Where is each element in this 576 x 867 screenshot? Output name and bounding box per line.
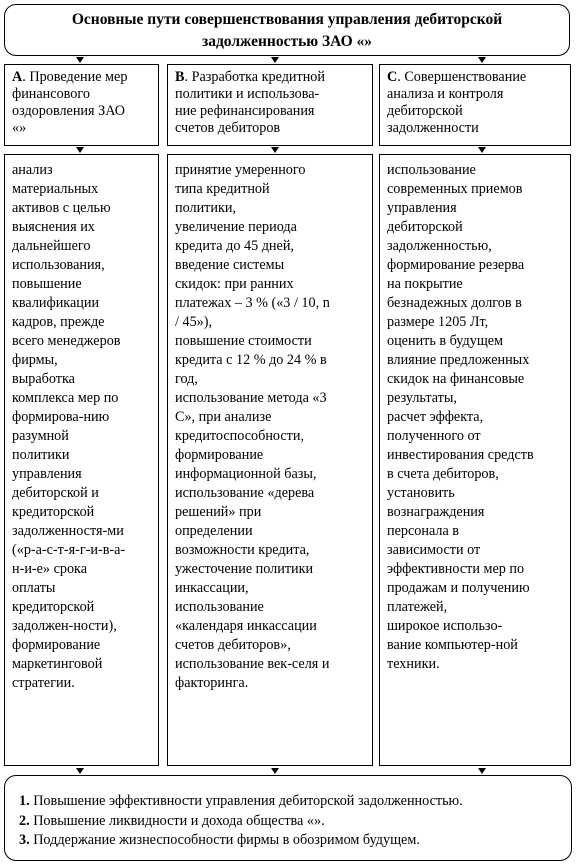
column-c-body-line: инвестирования средств [387,447,534,463]
column-a-heading-line-1: . Проведение мер [22,69,128,85]
column-c-body-line: на покрытие [387,276,463,292]
column-a-body-line: анализ [12,162,53,178]
column-a-body-line: управления [12,466,82,482]
column-a-body-line: повышение [12,276,82,292]
column-a-body-line: дебиторской и [12,485,99,501]
column-b-body-line: использование век-селя и [175,656,330,672]
arrow-a-heading-to-body [76,147,84,153]
arrow-title-to-a [76,57,84,63]
column-c-heading [379,64,571,146]
column-c-body-line: широкое использо- [387,618,503,634]
column-b-body [167,154,373,766]
column-a-body-line: кредиторской [12,599,95,615]
column-c-body-line: результаты, [387,390,457,406]
column-c-body-line: вознаграждения [387,504,485,520]
column-c-body-line: зависимости от [387,542,481,558]
result-text: Повышение эффективности управления дебиторской задолженностью. [29,793,463,809]
column-c-letter: С [387,69,398,85]
column-b-body-line: факторинга. [175,675,249,691]
column-b-body-line: платежах – 3 % («3 / 10, n [175,295,330,311]
column-b-body-line: кредита до 45 дней, [175,238,294,254]
column-b-heading-line-2: политики и использова- [175,86,320,102]
column-b-heading [167,64,373,146]
column-a-body [4,154,159,766]
column-a-body-line: стратегии. [12,675,75,691]
result-item [19,792,563,812]
column-c-heading-line-2: анализа и контроля [387,86,504,102]
arrow-c-heading-to-body [478,147,486,153]
column-a-body-line: кредиторской [12,504,95,520]
column-b-body-line: использование «дерева [175,485,315,501]
column-b-body-line: использование метода «3 [175,390,327,406]
column-c-body-line: размере 1205 Лт, [387,314,489,330]
column-c-body-line: в счета дебиторов, [387,466,499,482]
column-b-body-line: принятие умеренного [175,162,306,178]
column-c-body-line: управления [387,200,457,216]
column-c-body-line: вание компьютер-ной [387,637,518,653]
column-a-body-line: н-и-е» срока [12,561,88,577]
column-b-body-line: определении [175,523,253,539]
arrow-c-body-to-results [478,768,486,774]
column-c-body-line: влияние предложенных [387,352,530,368]
column-c-body-line: персонала в [387,523,460,539]
column-c-body-line: техники. [387,656,440,672]
column-a-body-line: задолжен-ности), [12,618,117,634]
column-c-body-line: дебиторской [387,219,463,235]
arrow-title-to-c [478,57,486,63]
column-a-heading-line-3: оздоровления ЗАО [12,103,125,119]
column-a-body-line: формирова-нию [12,409,110,425]
column-a-body-line: кадров, прежде [12,314,105,330]
column-b-letter: В [175,69,185,85]
column-a-body-line: оплаты [12,580,56,596]
arrow-title-to-b [271,57,279,63]
column-b-body-line: кредитоспособности, [175,428,304,444]
arrow-b-body-to-results [271,768,279,774]
column-b-heading-line-4: счетов дебиторов [175,120,281,136]
column-a-body-line: задолженностя-ми [12,523,124,539]
column-b-body-line: кредита с 12 % до 24 % в [175,352,327,368]
column-b-body-line: скидок: при ранних [175,276,294,292]
result-text: Поддержание жизнеспособности фирмы в обозримом будущем. [29,832,420,848]
result-number: 3. [19,832,30,848]
column-a-body-line: формирование [12,637,101,653]
column-b-body-line: типа кредитной [175,181,270,197]
results-box [4,775,572,861]
arrow-b-heading-to-body [271,147,279,153]
column-c-body-line: полученного от [387,428,481,444]
column-c-heading-line-1: . Совершенствование [397,69,527,85]
column-c-body-line: платежей, [387,599,448,615]
column-a-body-line: квалификации [12,295,100,311]
column-b-body-line: введение системы [175,257,285,273]
column-c-body-line: современных приемов [387,181,523,197]
column-a-body-line: маркетинговой [12,656,103,672]
column-a-heading [4,64,159,146]
column-b-body-line: год, [175,371,198,387]
column-c-body-line: скидок на финансовые [387,371,525,387]
column-b-body-line: ужесточение политики [175,561,314,577]
column-a-body-line: выработка [12,371,75,387]
diagram-title-line-1: Основные пути совершенствования управления дебиторской [71,11,503,28]
column-b-body-line: решений» при [175,504,262,520]
column-b-heading-line-3: ние рефинансирования [175,103,315,119]
column-a-body-line: разумной [12,428,69,444]
column-b-body-line: / 45»), [175,314,213,330]
column-a-body-line: использования, [12,257,105,273]
column-c-body-line: установить [387,485,455,501]
column-a-body-line: политики [12,447,70,463]
column-a-body-line: комплекса мер по [12,390,119,406]
column-b-body-line: повышение стоимости [175,333,312,349]
column-a-body-line: выяснения их [12,219,95,235]
column-c-body-line: расчет эффекта, [387,409,484,425]
column-b-body-line: С», при анализе [175,409,272,425]
column-b-body-line: инкассации, [175,580,249,596]
column-c-body-line: задолженностью, [387,238,492,254]
column-a-body-line: материальных [12,181,99,197]
column-c-body-line: использование [387,162,476,178]
column-c-body [379,154,571,766]
column-b-body-line: счетов дебиторов», [175,637,291,653]
column-a-heading-line-4: «» [12,120,27,136]
diagram-title-line-2: задолженностью ЗАО «» [201,33,373,50]
column-a-letter: А [12,69,23,85]
result-number: 1. [19,793,30,809]
column-a-body-line: («р-а-с-т-я-г-и-в-а- [12,542,126,558]
column-b-body-line: политики, [175,200,236,216]
column-a-body-line: дальнейшего [12,238,91,254]
column-c-body-line: безнадежных долгов в [387,295,522,311]
column-c-heading-line-4: задолженности [387,120,479,136]
column-a-body-line: активов с целью [12,200,111,216]
column-c-body-line: продажам и получению [387,580,530,596]
column-a-heading-line-2: финансового [12,86,90,102]
arrow-a-body-to-results [76,768,84,774]
result-item [19,812,563,832]
column-a-body-line: фирмы, [12,352,58,368]
result-number: 2. [19,812,30,829]
column-c-body-line: формирование резерва [387,257,525,273]
column-a-body-line: всего менеджеров [12,333,121,349]
column-b-body-line: информационной базы, [175,466,317,482]
column-b-body-line: возможности кредита, [175,542,310,558]
column-b-body-line: использование [175,599,264,615]
result-item [19,831,563,851]
column-b-body-line: увеличение периода [175,219,297,235]
result-text: Повышение ликвидности и дохода общества «». [29,812,325,829]
column-c-heading-line-3: дебиторской [387,103,463,119]
column-c-body-line: эффективности мер по [387,561,525,577]
column-b-body-line: «календаря инкассации [175,618,317,634]
diagram-title-box [4,4,570,56]
column-b-body-line: формирование [175,447,264,463]
column-c-body-line: оценить в будущем [387,333,504,349]
column-b-heading-line-1: . Разработка кредитной [184,69,325,85]
